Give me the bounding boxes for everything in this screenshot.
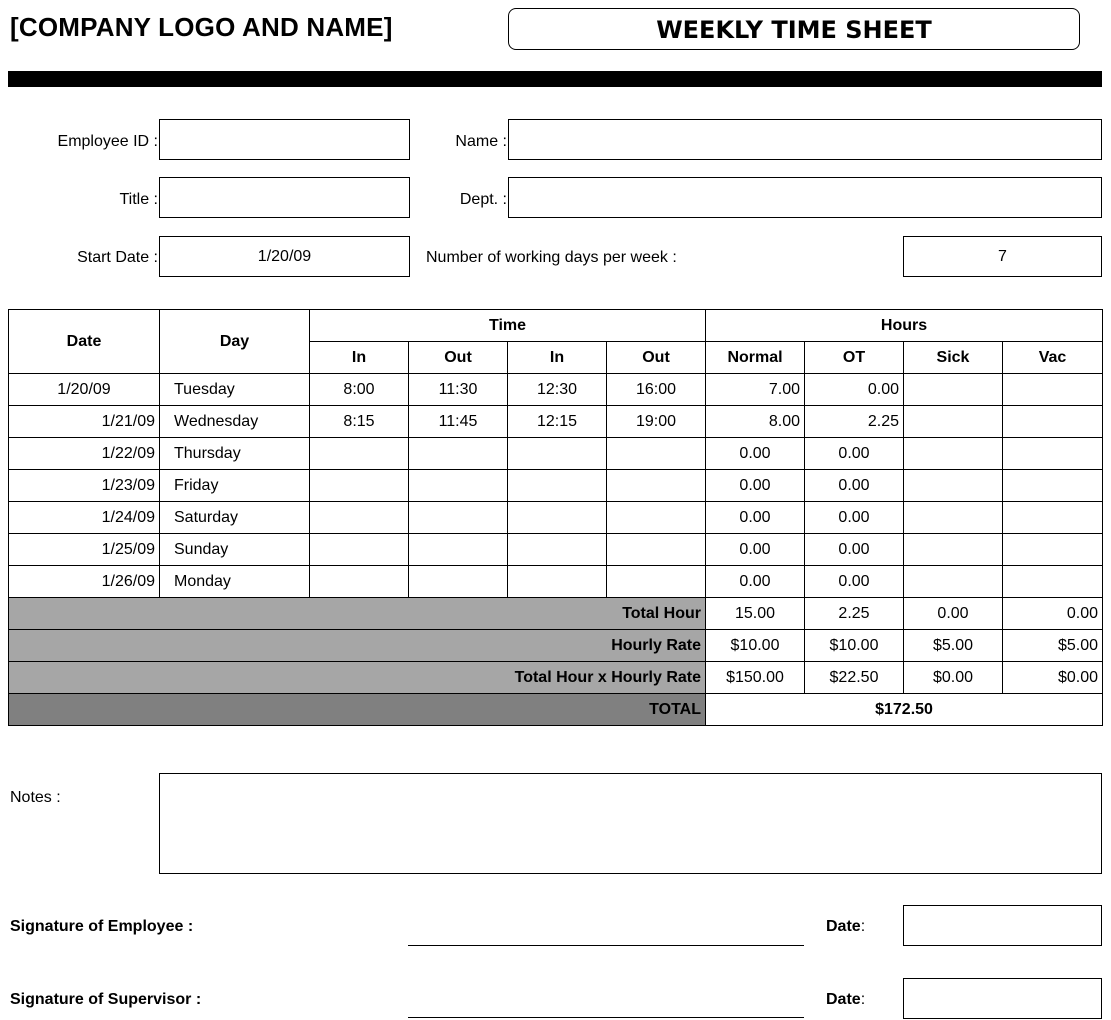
summary-label: Total Hour (9, 598, 706, 630)
sick-hours-cell[interactable] (904, 438, 1003, 470)
table-row (9, 406, 1103, 438)
normal-hours-cell[interactable]: 0.00 (706, 470, 805, 502)
day-cell[interactable]: Friday (160, 470, 310, 502)
employee-id-label: Employee ID : (57, 133, 158, 150)
start-date-field[interactable]: 1/20/09 (159, 236, 410, 277)
time-in-1-cell[interactable] (310, 566, 409, 598)
time-in-2-cell[interactable] (508, 502, 607, 534)
page-title: WEEKLY TIME SHEET (508, 8, 1080, 50)
employee-signature-line[interactable] (408, 945, 804, 946)
total-row (9, 694, 1103, 726)
header-in-2: In (508, 342, 607, 374)
header-divider-bar (8, 71, 1102, 87)
employee-signature-label: Signature of Employee : (10, 918, 194, 935)
table-row (9, 502, 1103, 534)
ot-hours-cell[interactable]: 0.00 (805, 534, 904, 566)
vac-hours-cell[interactable] (1003, 374, 1103, 406)
supervisor-signature-line[interactable] (408, 1017, 804, 1018)
vac-hours-cell[interactable] (1003, 534, 1103, 566)
title-label: Title : (119, 191, 158, 208)
notes-field[interactable] (159, 773, 1102, 874)
time-out-1-cell[interactable] (409, 566, 508, 598)
summary-vac: 0.00 (1003, 598, 1103, 630)
sick-hours-cell[interactable] (904, 502, 1003, 534)
amount-normal: $150.00 (706, 662, 805, 694)
dept-label: Dept. : (459, 191, 507, 208)
time-in-2-cell[interactable] (508, 470, 607, 502)
employee-date-field[interactable] (903, 905, 1102, 946)
date-label-text: Date (826, 918, 861, 935)
header-date: Date (9, 310, 160, 374)
ot-hours-cell[interactable]: 0.00 (805, 438, 904, 470)
table-row (9, 438, 1103, 470)
time-in-1-cell[interactable]: 8:00 (310, 374, 409, 406)
notes-label: Notes : (10, 789, 61, 806)
time-in-2-cell[interactable] (508, 438, 607, 470)
day-cell[interactable]: Wednesday (160, 406, 310, 438)
name-field[interactable] (508, 119, 1102, 160)
start-date-label: Start Date : (77, 249, 158, 266)
name-label: Name : (455, 133, 507, 150)
vac-hours-cell[interactable] (1003, 566, 1103, 598)
rate-normal[interactable]: $10.00 (706, 630, 805, 662)
rate-vac[interactable]: $5.00 (1003, 630, 1103, 662)
day-cell[interactable]: Saturday (160, 502, 310, 534)
time-out-1-cell[interactable] (409, 470, 508, 502)
vac-hours-cell[interactable] (1003, 502, 1103, 534)
time-out-2-cell[interactable] (607, 470, 706, 502)
summary-sick: 0.00 (904, 598, 1003, 630)
ot-hours-cell[interactable]: 2.25 (805, 406, 904, 438)
summary-row-hourly-rate (9, 630, 1103, 662)
amount-ot: $22.50 (805, 662, 904, 694)
time-out-2-cell[interactable]: 16:00 (607, 374, 706, 406)
supervisor-date-field[interactable] (903, 978, 1102, 1019)
rate-sick[interactable]: $5.00 (904, 630, 1003, 662)
summary-label: Total Hour x Hourly Rate (9, 662, 706, 694)
time-out-2-cell[interactable] (607, 438, 706, 470)
time-in-1-cell[interactable] (310, 502, 409, 534)
time-out-2-cell[interactable] (607, 534, 706, 566)
day-cell[interactable]: Tuesday (160, 374, 310, 406)
time-out-1-cell[interactable] (409, 534, 508, 566)
title-field[interactable] (159, 177, 410, 218)
table-row (9, 374, 1103, 406)
sick-hours-cell[interactable] (904, 566, 1003, 598)
amount-sick: $0.00 (904, 662, 1003, 694)
header-vac: Vac (1003, 342, 1103, 374)
header-normal: Normal (706, 342, 805, 374)
total-label: TOTAL (9, 694, 706, 726)
time-out-1-cell[interactable] (409, 502, 508, 534)
header-time: Time (310, 310, 706, 342)
header-day: Day (160, 310, 310, 374)
time-in-1-cell[interactable]: 8:15 (310, 406, 409, 438)
header-hours: Hours (706, 310, 1103, 342)
ot-hours-cell[interactable]: 0.00 (805, 470, 904, 502)
ot-hours-cell[interactable]: 0.00 (805, 566, 904, 598)
working-days-label: Number of working days per week : (426, 249, 677, 266)
sick-hours-cell[interactable] (904, 534, 1003, 566)
amount-vac: $0.00 (1003, 662, 1103, 694)
date-label-colon: : (860, 991, 866, 1008)
employee-date-label (826, 918, 865, 936)
date-cell[interactable]: 1/26/09 (9, 566, 160, 598)
vac-hours-cell[interactable] (1003, 470, 1103, 502)
sick-hours-cell[interactable] (904, 406, 1003, 438)
date-cell[interactable]: 1/20/09 (9, 374, 160, 406)
header-in-1: In (310, 342, 409, 374)
ot-hours-cell[interactable]: 0.00 (805, 374, 904, 406)
summary-row-amount (9, 662, 1103, 694)
working-days-field[interactable]: 7 (903, 236, 1102, 277)
company-logo-and-name: [COMPANY LOGO AND NAME] (10, 12, 393, 42)
time-in-1-cell[interactable] (310, 470, 409, 502)
vac-hours-cell[interactable] (1003, 438, 1103, 470)
summary-label: Hourly Rate (9, 630, 706, 662)
time-in-1-cell[interactable] (310, 534, 409, 566)
supervisor-date-label (826, 991, 865, 1009)
header-out-1: Out (409, 342, 508, 374)
day-cell[interactable]: Thursday (160, 438, 310, 470)
time-in-2-cell[interactable]: 12:30 (508, 374, 607, 406)
summary-normal: 15.00 (706, 598, 805, 630)
sick-hours-cell[interactable] (904, 470, 1003, 502)
normal-hours-cell[interactable]: 8.00 (706, 406, 805, 438)
total-value: $172.50 (706, 694, 1103, 726)
normal-hours-cell[interactable]: 0.00 (706, 502, 805, 534)
time-out-1-cell[interactable]: 11:30 (409, 374, 508, 406)
table-row (9, 470, 1103, 502)
summary-ot: 2.25 (805, 598, 904, 630)
time-out-2-cell[interactable] (607, 502, 706, 534)
timesheet-table (8, 309, 1103, 726)
table-row (9, 566, 1103, 598)
time-out-2-cell[interactable] (607, 566, 706, 598)
time-in-2-cell[interactable]: 12:15 (508, 406, 607, 438)
time-out-2-cell[interactable]: 19:00 (607, 406, 706, 438)
date-label-text: Date (826, 991, 861, 1008)
day-cell[interactable]: Sunday (160, 534, 310, 566)
normal-hours-cell[interactable]: 0.00 (706, 534, 805, 566)
normal-hours-cell[interactable]: 0.00 (706, 566, 805, 598)
time-in-2-cell[interactable] (508, 534, 607, 566)
employee-id-field[interactable] (159, 119, 410, 160)
time-in-2-cell[interactable] (508, 566, 607, 598)
summary-row-total-hour (9, 598, 1103, 630)
normal-hours-cell[interactable]: 0.00 (706, 438, 805, 470)
header-sick: Sick (904, 342, 1003, 374)
date-cell[interactable]: 1/25/09 (9, 534, 160, 566)
time-out-1-cell[interactable]: 11:45 (409, 406, 508, 438)
rate-ot[interactable]: $10.00 (805, 630, 904, 662)
time-out-1-cell[interactable] (409, 438, 508, 470)
date-cell[interactable]: 1/21/09 (9, 406, 160, 438)
time-in-1-cell[interactable] (310, 438, 409, 470)
sick-hours-cell[interactable] (904, 374, 1003, 406)
date-cell[interactable]: 1/22/09 (9, 438, 160, 470)
date-label-colon: : (860, 918, 866, 935)
supervisor-signature-label: Signature of Supervisor : (10, 991, 202, 1008)
date-cell[interactable]: 1/23/09 (9, 470, 160, 502)
day-cell[interactable]: Monday (160, 566, 310, 598)
ot-hours-cell[interactable]: 0.00 (805, 502, 904, 534)
header-ot: OT (805, 342, 904, 374)
table-row (9, 534, 1103, 566)
header-out-2: Out (607, 342, 706, 374)
vac-hours-cell[interactable] (1003, 406, 1103, 438)
date-cell[interactable]: 1/24/09 (9, 502, 160, 534)
dept-field[interactable] (508, 177, 1102, 218)
normal-hours-cell[interactable]: 7.00 (706, 374, 805, 406)
